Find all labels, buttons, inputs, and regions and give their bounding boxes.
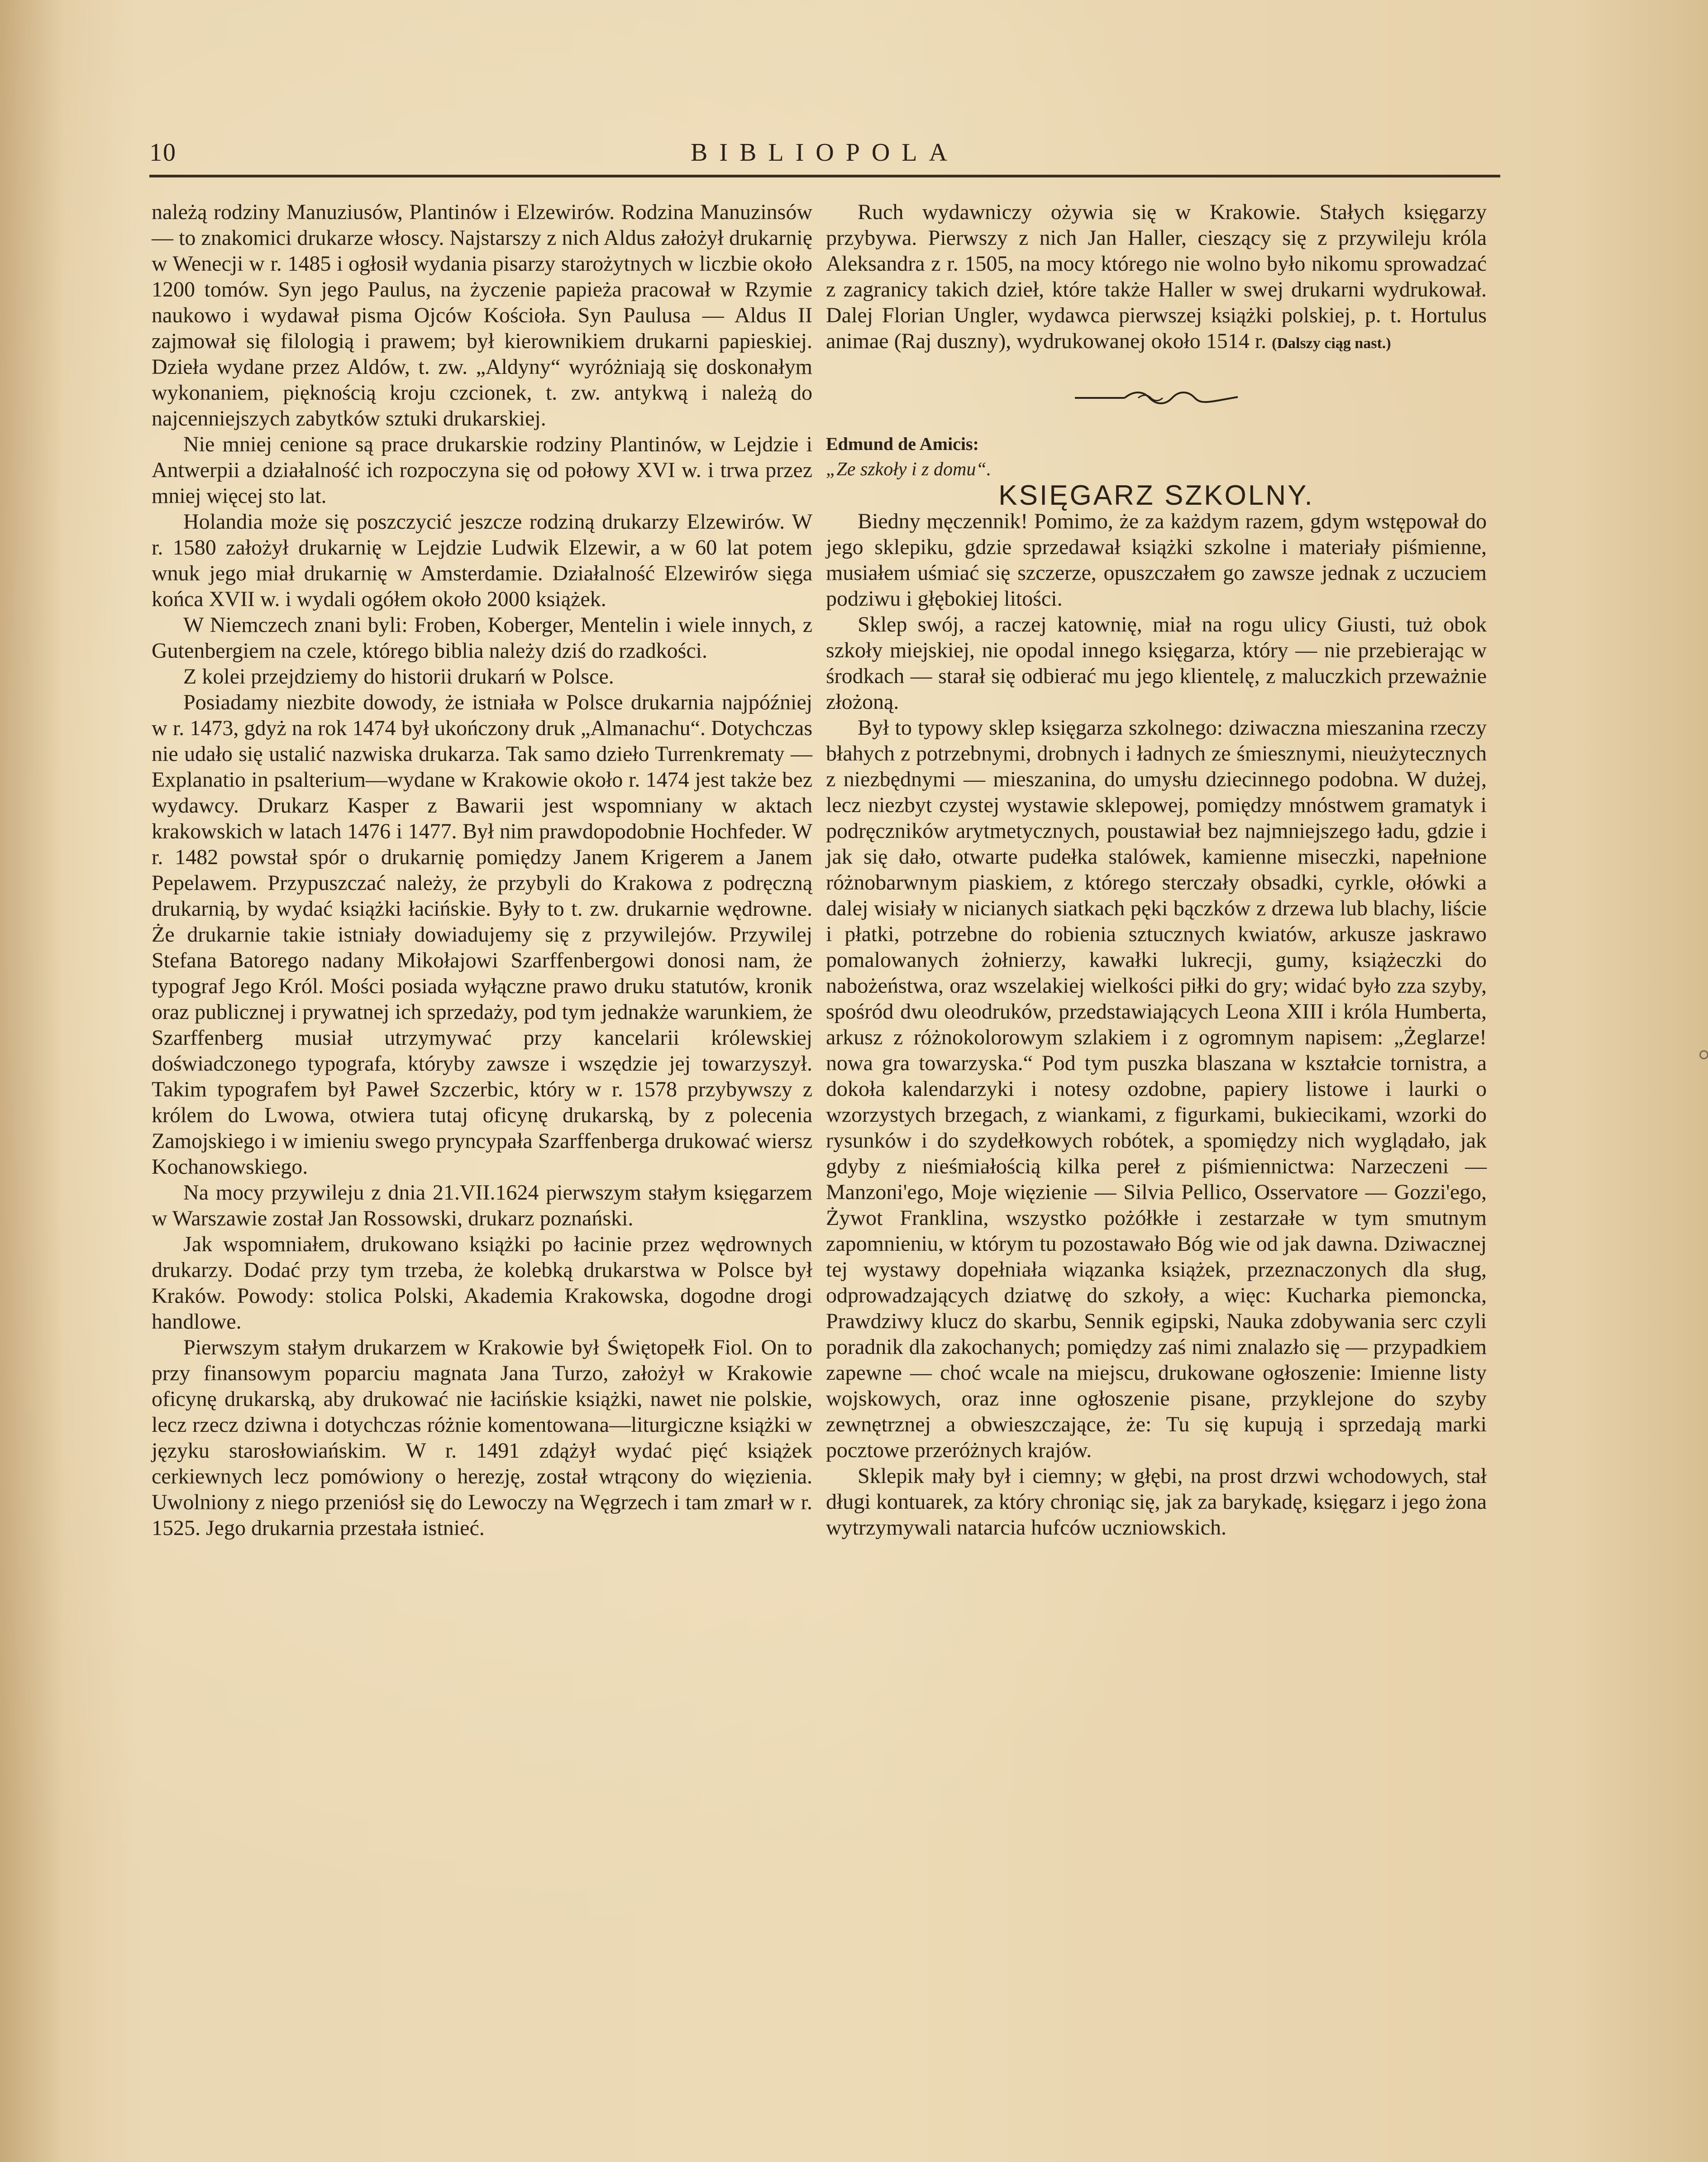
paragraph: Holandia może się poszczycić jeszcze rodziną drukarzy Elzewirów. W r. 1580 założył drukarnię w Lejdzie Ludwik Elzewir, a w 60 lat potem wnuk jego miał drukarnię w Amsterdamie. Działalność Elzewirów sięga końca XVII w. i wydali ogółem około 2000 książek.	[152, 510, 812, 611]
ornament-divider	[1070, 388, 1242, 406]
intro-text: Ruch wydawniczy ożywia się w Krakowie. Stałych księgarzy przybywa. Pierwszy z nich Jan Haller, cieszący się z przywileju króla Aleksandra z r. 1505, na mocy którego nie wolno było nikomu sprowadzać z zagranicy takich dzieł, które także Haller w swej drukarni wydrukował. Dalej Florian Ungler, wydawca pierwszej książki polskiej, p. t. Hortulus animae (Raj duszny), wydrukowanej około 1514 r.	[826, 200, 1487, 353]
paragraph: Sklep swój, a raczej katownię, miał na rogu ulicy Giusti, tuż obok szkoły miejskiej, nie opodal innego księgarza, który — nie przebierając w środkach — starał się odbierać mu jego klientelę, z maluczkich przeważnie złożoną.	[826, 612, 1487, 714]
paragraph: Na mocy przywileju z dnia 21.VII.1624 pierwszym stałym księgarzem w Warszawie został Jan Rossowski, drukarz poznański.	[152, 1181, 812, 1230]
article-title: KSIĘGARZ SZKOLNY.	[998, 480, 1314, 511]
paragraph: Był to typowy sklep księgarza szkolnego: dziwaczna mieszanina rzeczy błahych z potrzebnymi, drobnych i ładnych ze śmiesznymi, nieużytecznych z niezbędnymi — mieszanina, do umysłu dziecinnego podobna. W dużej, lecz niezbyt czystej wystawie sklepowej, pomiędzy mnóstwem gramatyk i podręczników arytmetycznych, poustawiał bez najmniejszego ładu, gdzie i jak się dało, otwarte pudełka stalówek, kamienne miseczki, napełnione różnobarwnym piaskiem, z którego sterczały obsadki, cyrkle, ołówki a dalej wisiały w nicianych siatkach pęki bączków z drzewa lub blachy, liście i płatki, potrzebne do robienia sztucznych kwiatów, arkusze jaskrawo pomalowanych żołnierzy, kawałki lukrecji, gumy, książeczki do nabożeństwa, oraz wszelakiej wielkości piłki do gry; widać było zza szyby, spośród dwu oleodruków, przedstawiających Leona XIII i króla Humberta, arkusz z różnokolorowym szlakiem i z ogromnym napisem: „Żeglarze! nowa gra towarzyska.“ Pod tym puszka blaszana w kształcie tornistra, a dokoła kalendarzyki i notesy ozdobne, papiery listowe i laurki o wzorzystych brzegach, z wiankami, z figurkami, bukiecikami, wzorki do rysunków i do szydełkowych robótek, a spomiędzy nich wyglądało, jak gdyby z nieśmiałością kilka pereł z piśmiennictwa: Narzeczeni — Manzoni'ego, Moje więzienie — Silvia Pellico, Osservatore — Gozzi'ego, Żywot Franklina, wszystko pożółkłe i zestarzałe w tym smutnym zapomnieniu, w którym tu pozostawało Bóg wie od jak dawna. Dziwacznej tej wystawy dopełniała wiązanka książek, przeznaczonych dla sług, odprowadzających dziatwę do szkoły, a więc: Kucharka piemoncka, Prawdziwy klucz do skarbu, Sennik egipski, Nauka zdobywania serc czyli poradnik dla zakochanych; pomiędzy zaś nimi znalazło się — przypadkiem zapewne — choć wcale na miejscu, drukowane ogłoszenie: Imienne listy wojskowych, oraz inne ogłoszenie pisane, przyklejone do szyby zewnętrznej a obwieszczające, że: Tu się kupują i sprzedają marki pocztowe przeróżnych krajów.	[826, 716, 1487, 1462]
binding-hole	[1699, 1050, 1708, 1059]
paragraph: Pierwszym stałym drukarzem w Krakowie był Świętopełk Fiol. On to przy finansowym poparciu magnata Jana Turzo, założył w Krakowie oficynę drukarską, aby drukować nie łacińskie książki, nawet nie polskie, lecz rzecz dziwna i dotychczas różnie komentowana—liturgiczne książki w języku starosłowiańskim. W r. 1491 zdążył wydać pięć książek cerkiewnych lecz pomówiony o herezję, został wtrącony do więzienia. Uwolniony z niego przeniósł się do Lewoczy na Węgrzech i tam zmarł w r. 1525. Jego drukarnia przestała istnieć.	[152, 1335, 812, 1540]
paragraph: Biedny męczennik! Pomimo, że za każdym razem, gdym wstępował do jego sklepiku, gdzie sprzedawał książki szkolne i materiały piśmienne, musiałem uśmiać się szczerze, opuszczałem go zawsze jednak z uczuciem podziwu i głębokiej litości.	[826, 509, 1487, 611]
paragraph: Sklepik mały był i ciemny; w głębi, na prost drzwi wchodowych, stał długi kontuarek, za który chroniąc się, jak za barykadę, księgarz i jego żona wytrzymywali natarcia hufców uczniowskich.	[826, 1464, 1487, 1540]
left-column	[152, 199, 812, 1541]
paragraph: Z kolei przejdziemy do historii drukarń w Polsce.	[183, 665, 614, 689]
intro-paragraph	[826, 199, 1487, 356]
page-number: 10	[149, 139, 177, 167]
page-header	[149, 138, 1500, 174]
continued-note: (Dalszy ciąg nast.)	[1272, 335, 1391, 352]
article-source: „Ze szkoły i z domu“.	[826, 459, 992, 480]
paragraph: Posiadamy niezbite dowody, że istniała w Polsce drukarnia najpóźniej w r. 1473, gdyż na rok 1474 był ukończony druk „Almanachu“. Dotychczas nie udało się ustalić nazwiska drukarza. Tak samo dzieło Turrenkrematy — Explanatio in psalterium—wydane w Krakowie około r. 1474 jest także bez wydawcy. Drukarz Kasper z Bawarii jest wspomniany w aktach krakowskich w latach 1476 i 1477. Był nim prawdopodobnie Hochfeder. W r. 1482 powstał spór o drukarnię pomiędzy Janem Krigerem a Janem Pepelawem. Przypuszczać należy, że przybyli do Krakowa z podręczną drukarnią, by wydać książki łacińskie. Były to t. zw. drukarnie wędrowne. Że drukarnie takie istniały dowiadujemy się z przywilejów. Przywilej Stefana Batorego nadany Mikołajowi Szarffenbergowi donosi nam, że typograf Jego Król. Mości posiada wyłączne prawo druku statutów, kronik oraz publicznej i prywatnej ich sprzedaży, pod tym jednakże warunkiem, że Szarffenberg musiał utrzymywać przy kancelarii królewskiej doświadczonego typografa, któryby zawsze i wszędzie jej towarzyszył. Takim typografem był Paweł Szczerbic, który w r. 1578 przybywszy z królem do Lwowa, otwiera tutaj oficynę drukarską, by z polecenia Zamojskiego i w imieniu swego pryncypała Szarffenberga drukować wiersz Kochanowskiego.	[152, 690, 812, 1179]
paragraph: Nie mniej cenione są prace drukarskie rodziny Plantinów, w Lejdzie i Antwerpii a działalność ich rozpoczyna się od połowy XVI w. i trwa przez mniej więcej sto lat.	[152, 432, 812, 508]
article-author: Edmund de Amicis:	[826, 434, 979, 454]
running-title: BIBLIOPOLA	[691, 139, 959, 167]
paragraph: Jak wspomniałem, drukowano książki po łacinie przez wędrownych drukarzy. Dodać przy tym trzeba, że kolebką drukarstwa w Polsce był Kraków. Powody: stolica Polski, Akademia Krakowska, dogodne drogi handlowe.	[152, 1232, 812, 1334]
paragraph: należą rodziny Manuziusów, Plantinów i Elzewirów. Rodzina Manuzinsów — to znakomici drukarze włoscy. Najstarszy z nich Aldus założył drukarnię w Wenecji w r. 1485 i ogłosił wydania pisarzy starożytnych w liczbie około 1200 tomów. Syn jego Paulus, na życzenie papieża pracował w Rzymie naukowo i wydawał pisma Ojców Kościoła. Syn Paulusa — Aldus II zajmował się filologią i prawem; był kierownikiem drukarni papieskiej. Dzieła wydane przez Aldów, t. zw. „Aldyny“ wyróżniają się doskonałym wykonaniem, pięknością kroju czcionek, t. zw. antykwą i należą do najcenniejszych zabytków sztuki drukarskiej.	[152, 200, 812, 430]
paragraph: W Niemczech znani byli: Froben, Koberger, Mentelin i wiele innych, z Gutenbergiem na czele, którego biblia należy dziś do rzadkości.	[152, 613, 812, 663]
right-column	[826, 199, 1487, 1540]
header-rule	[149, 175, 1500, 177]
page-edge-stain	[0, 0, 63, 2162]
